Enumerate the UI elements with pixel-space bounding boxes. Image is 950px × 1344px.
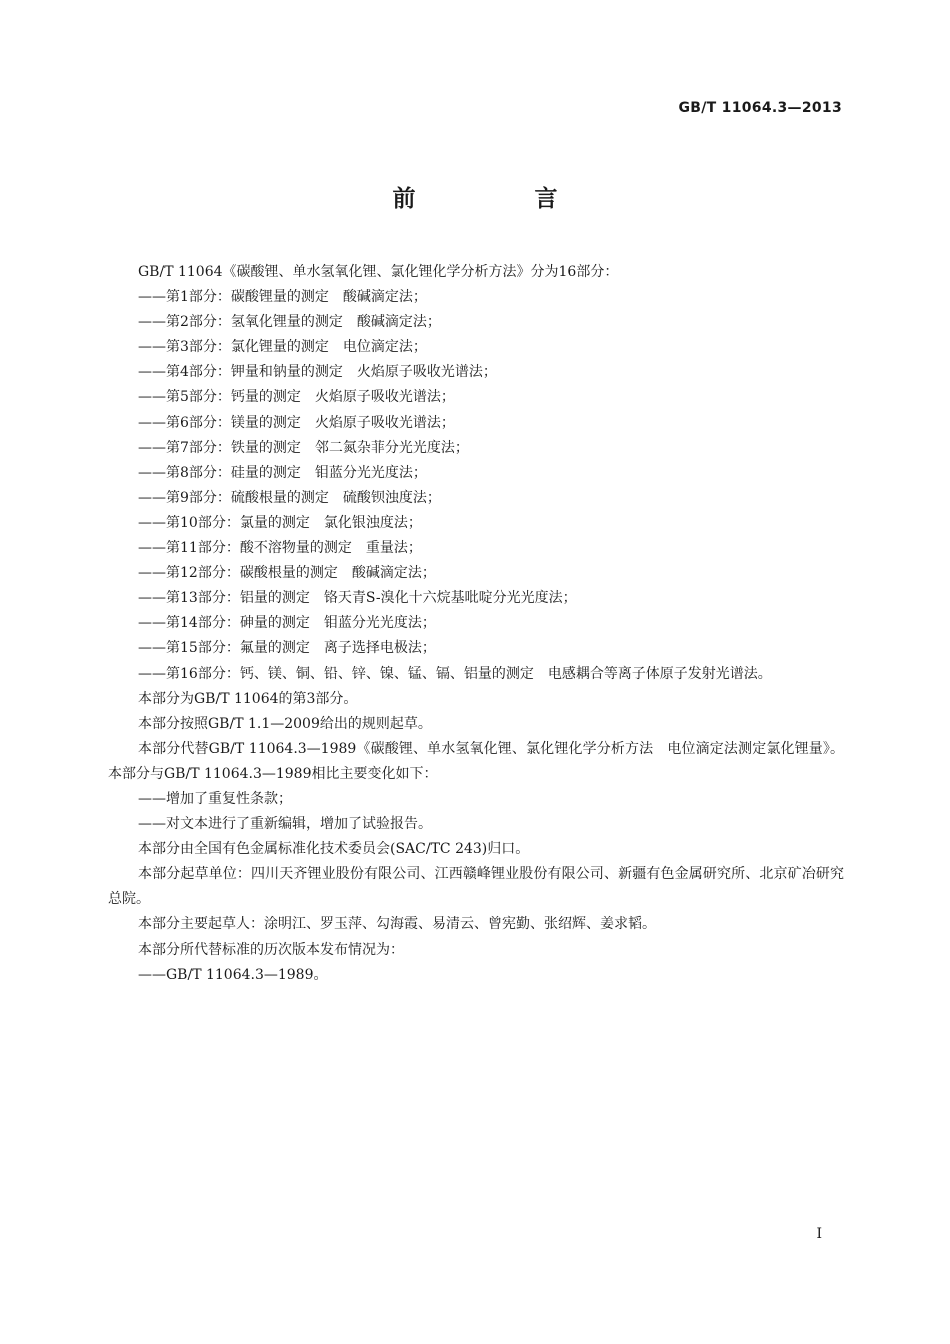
list-item: ——第3部分：氯化锂量的测定 电位滴定法； bbox=[138, 339, 427, 356]
list-item: ——第16部分：钙、镁、铜、铅、锌、镍、锰、镉、铝量的测定 电感耦合等离子体原子发射光谱法。 bbox=[138, 665, 772, 682]
paragraph: 本部分由全国有色金属标准化技术委员会(SAC/TC 243)归口。 bbox=[138, 841, 530, 858]
paragraph: 本部分起草单位：四川天齐锂业股份有限公司、江西赣峰锂业股份有限公司、新疆有色金属研究所、北京矿冶研究总院。 bbox=[108, 866, 844, 908]
list-item: ——第8部分：硅量的测定 钼蓝分光光度法； bbox=[138, 464, 427, 481]
paragraph: 本部分按照GB/T 1.1—2009给出的规则起草。 bbox=[138, 715, 432, 732]
paragraph: 本部分所代替标准的历次版本发布情况为： bbox=[138, 941, 404, 958]
list-item: ——对文本进行了重新编辑，增加了试验报告。 bbox=[138, 816, 432, 833]
list-item: ——第15部分：氟量的测定 离子选择电极法； bbox=[138, 640, 436, 657]
list-item: ——第6部分：镁量的测定 火焰原子吸收光谱法； bbox=[138, 414, 455, 431]
foreword-body bbox=[108, 260, 844, 988]
paragraph: GB/T 11064《碳酸锂、单水氢氧化锂、氯化锂化学分析方法》分为16部分： bbox=[138, 264, 619, 280]
list-item: ——第10部分：氯量的测定 氯化银浊度法； bbox=[138, 514, 422, 531]
list-item: ——第11部分：酸不溶物量的测定 重量法； bbox=[138, 540, 422, 557]
list-item: ——第14部分：砷量的测定 钼蓝分光光度法； bbox=[138, 615, 436, 632]
list-item: ——增加了重复性条款； bbox=[138, 790, 292, 807]
page-title: 前 言 bbox=[392, 186, 606, 212]
list-item: ——第1部分：碳酸锂量的测定 酸碱滴定法； bbox=[138, 289, 427, 306]
list-item: ——第5部分：钙量的测定 火焰原子吸收光谱法； bbox=[138, 389, 455, 406]
paragraph: 本部分主要起草人：涂明江、罗玉萍、勾海霞、易清云、曾宪勤、张绍辉、姜求韬。 bbox=[138, 916, 656, 933]
list-item: ——GB/T 11064.3—1989。 bbox=[138, 966, 328, 983]
page-number: I bbox=[816, 1226, 822, 1242]
paragraph: 本部分为GB/T 11064的第3部分。 bbox=[138, 690, 358, 707]
standard-code: GB/T 11064.3—2013 bbox=[678, 100, 842, 116]
list-item: ——第13部分：铝量的测定 铬天青S-溴化十六烷基吡啶分光光度法； bbox=[138, 590, 577, 607]
list-item: ——第7部分：铁量的测定 邻二氮杂菲分光光度法； bbox=[138, 439, 469, 456]
list-item: ——第2部分：氢氧化锂量的测定 酸碱滴定法； bbox=[138, 314, 441, 331]
list-item: ——第9部分：硫酸根量的测定 硫酸钡浊度法； bbox=[138, 489, 441, 506]
list-item: ——第4部分：钾量和钠量的测定 火焰原子吸收光谱法； bbox=[138, 364, 497, 381]
list-item: ——第12部分：碳酸根量的测定 酸碱滴定法； bbox=[138, 565, 436, 582]
paragraph: 本部分代替GB/T 11064.3—1989《碳酸锂、单水氢氧化锂、氯化锂化学分析方法 电位滴定法测定氯化锂量》。本部分与GB/T 11064.3—1989相比主要变化如下： bbox=[108, 740, 844, 782]
